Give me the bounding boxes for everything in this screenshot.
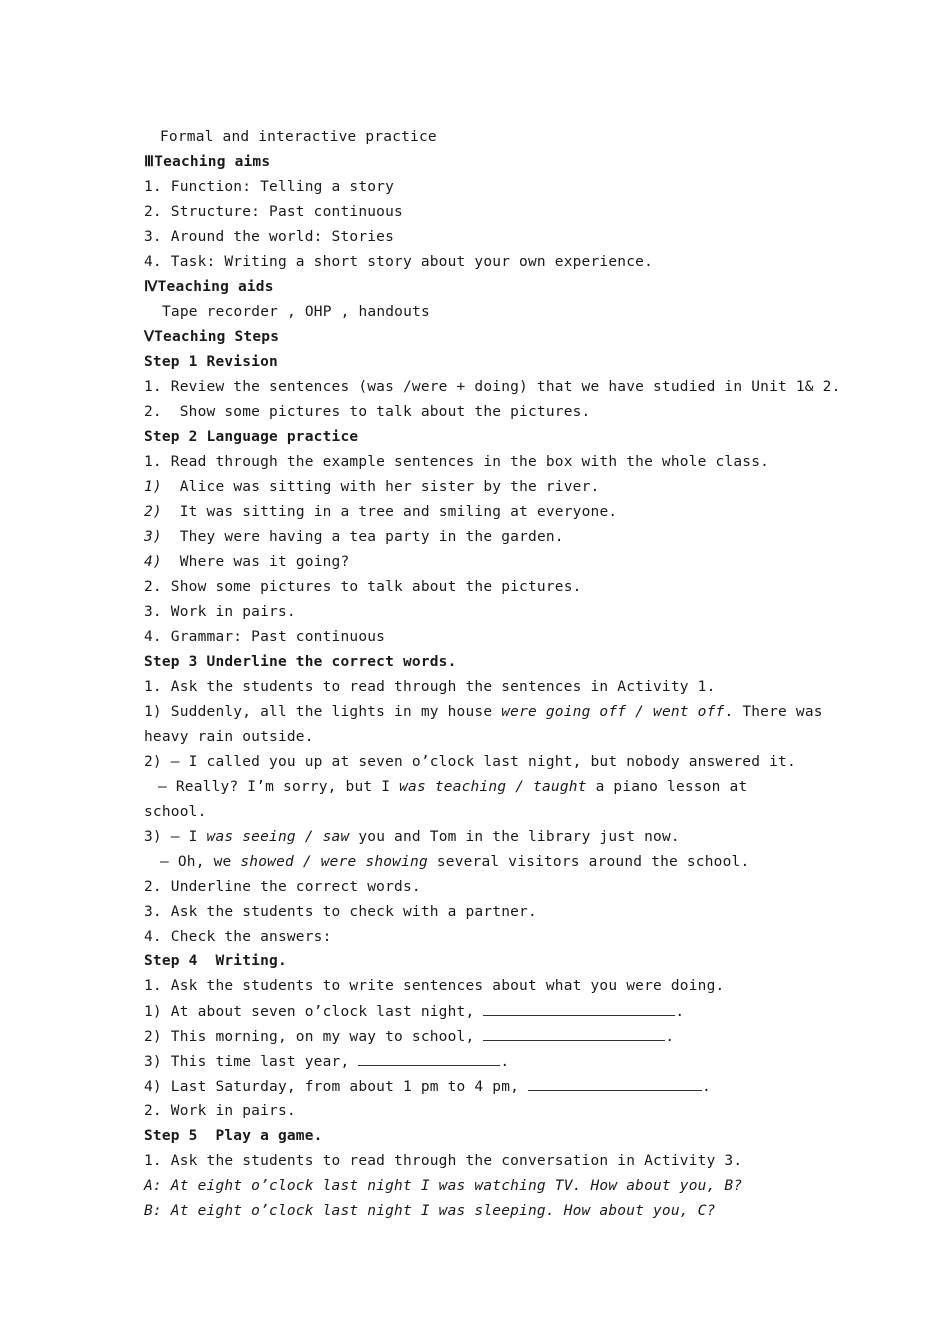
exercise-text: you and Tom in the library just now.: [349, 829, 680, 845]
exercise-text: 3) — I: [144, 829, 207, 845]
prompt-text: 4) Last Saturday, from about 1 pm to 4 pm,: [144, 1079, 520, 1095]
example-sentence: [144, 502, 617, 522]
aids-line: Tape recorder , OHP , handouts: [162, 304, 430, 320]
step-item: 3. Ask the students to check with a partner.: [144, 904, 537, 920]
answer-blank: [358, 1051, 500, 1066]
practice-type-line: Formal and interactive practice: [160, 129, 437, 145]
exercise-text: several visitors around the school.: [427, 854, 750, 870]
step-item: 1. Ask the students to read through the sentences in Activity 1.: [144, 679, 716, 695]
example-text: It was sitting in a tree and smiling at everyone.: [179, 504, 618, 520]
prompt-text: 3) This time last year,: [144, 1054, 350, 1070]
example-sentence: [144, 477, 599, 497]
exercise-text: — Oh, we: [160, 854, 241, 870]
step-item: 3. Work in pairs.: [144, 604, 296, 620]
step-heading: Step 2 Language practice: [144, 429, 359, 445]
heading-teaching-aids: ⅣTeaching aids: [144, 279, 274, 295]
example-text: Alice was sitting with her sister by the river.: [179, 479, 600, 495]
step-heading: Step 5 Play a game.: [144, 1128, 323, 1144]
aim-item: 4. Task: Writing a short story about your own experience.: [144, 254, 653, 270]
exercise-text: a piano lesson at: [586, 779, 748, 795]
prompt-text: 2) This morning, on my way to school,: [144, 1029, 475, 1045]
exercise-sentence: [158, 777, 747, 797]
choice-options: showed / were showing: [240, 854, 428, 870]
exercise-sentence: [144, 827, 680, 847]
heading-teaching-steps: ⅤTeaching Steps: [144, 329, 280, 345]
prompt-period: .: [675, 1004, 685, 1020]
step-item: 2. Show some pictures to talk about the pictures.: [144, 579, 582, 595]
example-number: 4): [144, 554, 162, 570]
answer-blank: [483, 1001, 675, 1016]
step-heading: Step 3 Underline the correct words.: [144, 654, 457, 670]
writing-prompt: [144, 1076, 711, 1097]
exercise-sentence: [160, 852, 749, 872]
heading-teaching-aims: ⅢTeaching aims: [144, 154, 271, 170]
exercise-sentence: heavy rain outside.: [144, 729, 314, 745]
step-item: 1. Ask the students to write sentences about what you were doing.: [144, 978, 725, 994]
step-heading: Step 4 Writing.: [144, 953, 287, 969]
choice-options: was seeing / saw: [206, 829, 350, 845]
exercise-sentence: [144, 702, 823, 722]
exercise-text: — Really? I’m sorry, but I: [158, 779, 400, 795]
step-item: 4. Grammar: Past continuous: [144, 629, 386, 645]
writing-prompt: [144, 1001, 684, 1022]
choice-options: was teaching / taught: [399, 779, 587, 795]
dialogue-line: A: At eight o’clock last night I was watching TV. How about you, B?: [144, 1178, 743, 1194]
choice-options: were going off / went off: [501, 704, 725, 720]
step-item: 2. Work in pairs.: [144, 1103, 296, 1119]
example-number: 2): [144, 504, 162, 520]
step-item: 2. Show some pictures to talk about the pictures.: [144, 404, 591, 420]
exercise-text: 1) Suddenly, all the lights in my house: [144, 704, 502, 720]
exercise-sentence: school.: [144, 804, 207, 820]
step-item: 1. Read through the example sentences in the box with the whole class.: [144, 454, 770, 470]
example-sentence: [144, 527, 564, 547]
example-sentence: [144, 552, 349, 572]
example-number: 3): [144, 529, 162, 545]
example-text: They were having a tea party in the garden.: [179, 529, 564, 545]
prompt-text: 1) At about seven o’clock last night,: [144, 1004, 475, 1020]
aim-item: 3. Around the world: Stories: [144, 229, 395, 245]
prompt-period: .: [665, 1029, 675, 1045]
exercise-text: . There was: [724, 704, 823, 720]
aim-item: 2. Structure: Past continuous: [144, 204, 403, 220]
aim-item: 1. Function: Telling a story: [144, 179, 395, 195]
dialogue-line: B: At eight o’clock last night I was sleeping. How about you, C?: [144, 1203, 716, 1219]
step-heading: Step 1 Revision: [144, 354, 278, 370]
step-item: 1. Review the sentences (was /were + doing) that we have studied in Unit 1& 2.: [144, 379, 841, 395]
step-item: 2. Underline the correct words.: [144, 879, 421, 895]
answer-blank: [483, 1026, 665, 1041]
step-item: 1. Ask the students to read through the conversation in Activity 3.: [144, 1153, 743, 1169]
writing-prompt: [144, 1026, 674, 1047]
exercise-sentence: 2) — I called you up at seven o’clock last night, but nobody answered it.: [144, 754, 796, 770]
answer-blank: [528, 1076, 702, 1091]
step-item: 4. Check the answers:: [144, 929, 332, 945]
writing-prompt: [144, 1051, 509, 1072]
prompt-period: .: [500, 1054, 510, 1070]
example-text: Where was it going?: [179, 554, 350, 570]
prompt-period: .: [702, 1079, 711, 1095]
example-number: 1): [144, 479, 162, 495]
